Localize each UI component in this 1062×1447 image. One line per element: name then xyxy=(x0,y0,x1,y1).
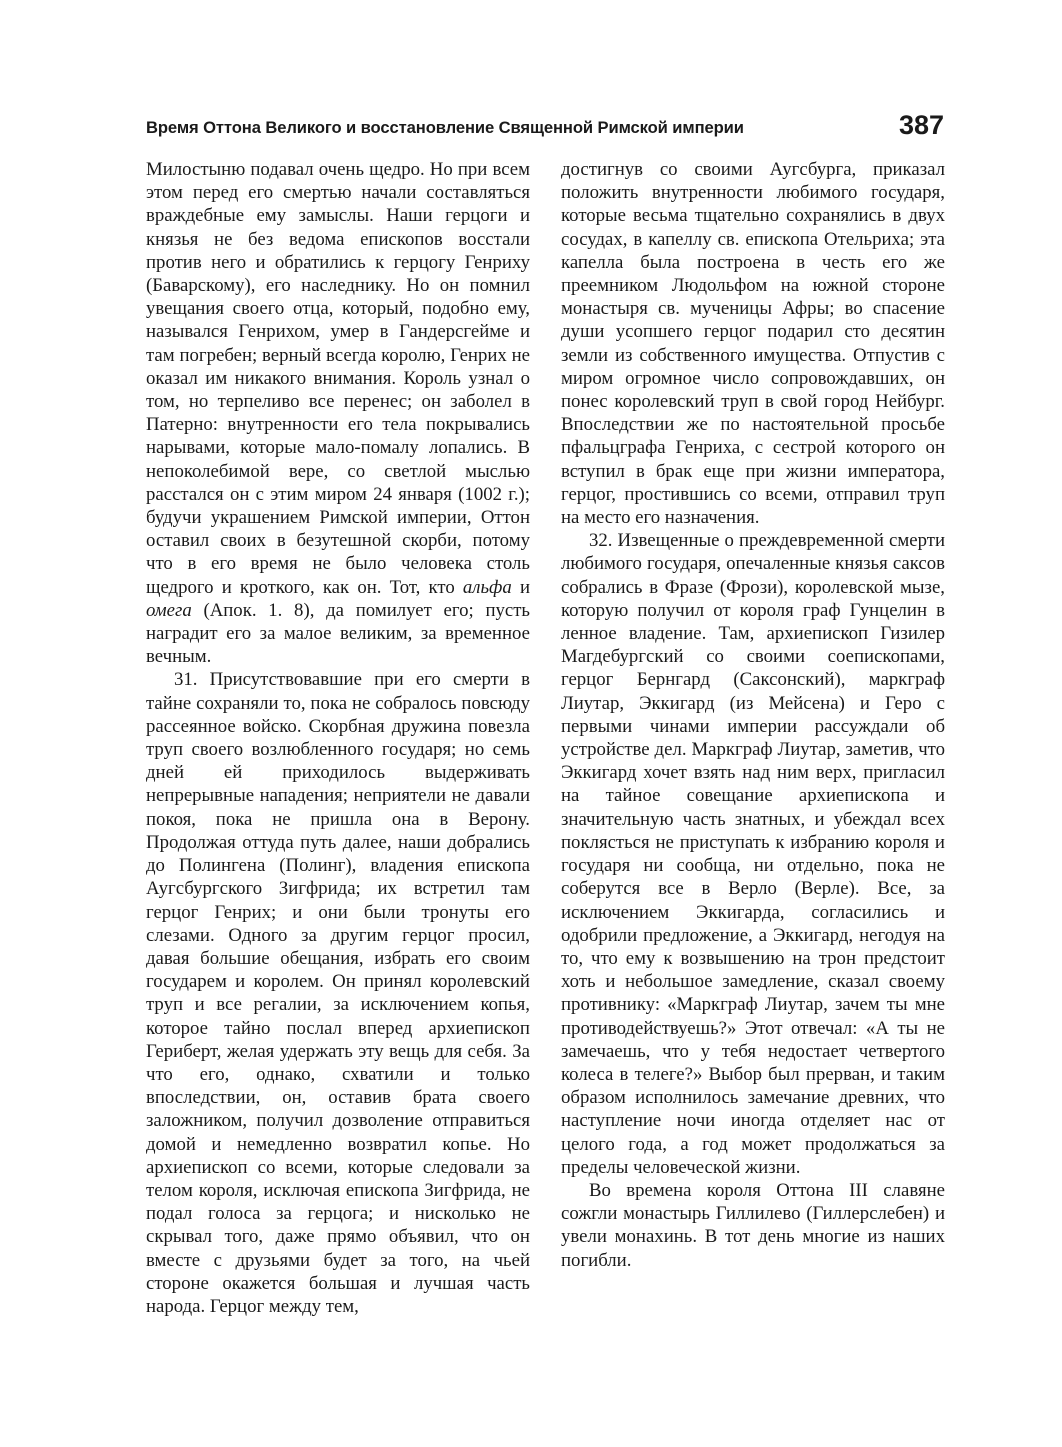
right-column xyxy=(561,158,945,1272)
paragraph-text: (Апок. 1. 8), да помилует его; пусть наградит его за малое великим, за временное вечным. xyxy=(146,599,530,668)
paragraph-32: 32. Извещенные о преждевременной смерти любимого государя, опечаленные князья саксов собрались в Фразе (Фрози), королевской мызе, которую получил от короля граф Гунцелин в ленное владение. Там, архиепископ Гизилер Магдебургский со своими соепископами, герцог Бернгард (Саксонский), маркграф Лиутар, Эккигард (из Мейсена) и Геро с первыми чинами империи рассуждали об устройстве дел. Маркграф Лиутар, заметив, что Эккигард хочет взять над ним верх, пригласил на тайное совещание архиепископа и значительную часть знатных, и убеждал всех поклясться не приступать к избранию короля и государя ни сообща, ни отдельно, пока не соберутся все в Верло (Верле). Все, за исключением Эккигарда, согласились и одобрили предложение, а Эккигард, негодуя на то, что ему к возвышению на трон предстоит хоть и небольшое замедление, сказал своему противнику: «Маркграф Лиутар, зачем ты мне противодействуешь?» Этот отвечал: «А ты не замечаешь, что у тебя недостает четвертого колеса в телеге?» Выбор был прерван, и таким образом исполнилось замечание древних, что наступление ночи иногда отделяет нас от целого года, а год может продолжаться за пределы человеческой жизни. xyxy=(561,530,945,1178)
paragraph-continued: достигнув со своими Аугсбурга, приказал положить внутренности любимого государя, которые весьма тщательно сохранялись в двух сосудах, в капеллу св. епископа Отельриха; эта капелла была построена в честь его же преемником Людольфом на южной стороне монастыря св. мученицы Афры; во спасение души усопшего герцог подарил сто десятин земли из собственного имущества. Отпустив с миром огромное число сопровождавших, он понес королевский труп в свой город Нейбург. Впоследствии же по настоятельной просьбе пфальцграфа Генриха, с сестрой которого он вступил в брак еще при жизни императора, герцог, простившись со всеми, отправил труп на место его назначения. xyxy=(561,159,945,529)
paragraph-31: 31. Присутствовавшие при его смерти в тайне сохраняли то, пока не собралось повсюду рассеянное войско. Скорбная дружина повезла труп своего возлюбленного государя; но семь дней ей приходилось выдерживать непрерывные нападения; неприятели не давали покоя, пока не пришла она в Верону. Продолжая оттуда путь далее, наши добрались до Полингена (Полинг), владения епископа Аугсбургского Зигфрида; их встретил там герцог Генрих; и они были тронуты его слезами. Одного за другим герцог просил, давая большие обещания, избрать его своим государем и королем. Он принял королевский труп и все регалии, за исключением копья, которое тайно послал вперед архиепископ Гериберт, желая удержать эту вещь для себя. За что его, однако, схватили и только впоследствии, он, оставив брата своего заложником, получил дозволение отправиться домой и немедленно возвратил копье. Но архиепископ со всеми, которые следовали за телом короля, исключая епископа Зигфрида, не подал голоса за герцога; и нисколько не скрывал того, даже прямо объявил, что он вместе с друзьями будет за того, на чьей стороне окажется большая и лучшая часть народа. Герцог между тем, xyxy=(146,669,530,1317)
page-header xyxy=(146,110,946,150)
left-column xyxy=(146,158,530,1318)
paragraph xyxy=(146,158,530,668)
italic-word-omega: омега xyxy=(146,599,192,621)
paragraph: Во времена короля Оттона III славяне сожгли монастырь Гиллилево (Гиллерслебен) и увели монахинь. В тот день многие из наших погибли. xyxy=(561,1179,945,1271)
page-number: 387 xyxy=(898,110,944,140)
paragraph-text: и xyxy=(511,576,530,598)
paragraph-text: Милостыню подавал очень щедро. Но при всем этом перед его смертью начали составляться враждебные ему замыслы. Наши герцоги и князья не без ведома епископов восстали против него и обратились к герцогу Генриху (Баварскому), его наследнику. Но он помнил увещания своего отца, который, подобно ему, назывался Генрихом, умер в Гандерсгейме и там погребен; верный всегда королю, Генрих не оказал им никакого внимания. Король узнал о том, но терпеливо все перенес; он заболел в Патерно: внутренности его тела покрывались нарывами, которые мало-помалу лопались. В непоколебимой вере, со светлой мыслью расстался он с этим миром 24 января (1002 г.); будучи украшением Римской империи, Оттон оставил своих в безутешной скорби, потому что в его время не было человека столь щедрого и кроткого, как он. Тот, кто xyxy=(146,159,530,598)
italic-word-alpha: альфа xyxy=(462,576,512,598)
running-title: Время Оттона Великого и восстановление Священной Римской империи xyxy=(146,118,744,137)
